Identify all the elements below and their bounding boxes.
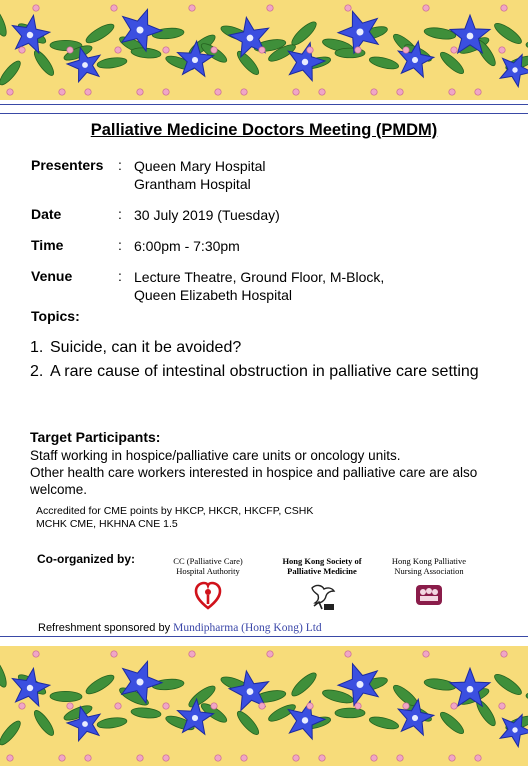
presenter-1: Queen Mary Hospital bbox=[134, 158, 266, 174]
accreditation-line-2: MCHK CME, HKHNA CNE 1.5 bbox=[36, 517, 178, 530]
time-colon: : bbox=[118, 237, 122, 253]
topic-text: Suicide, can it be avoided? bbox=[50, 339, 242, 356]
date-value: 30 July 2019 (Tuesday) bbox=[134, 207, 280, 223]
target-participants-label: Target Participants: bbox=[30, 429, 161, 445]
list-item bbox=[30, 360, 479, 384]
presenters-label: Presenters bbox=[31, 157, 104, 173]
divider-top bbox=[0, 104, 528, 105]
sponsor-name: Mundipharma (Hong Kong) Ltd bbox=[173, 622, 322, 634]
topic-number: 2. bbox=[30, 363, 44, 380]
venue-line-2: Queen Elizabeth Hospital bbox=[134, 287, 292, 303]
floral-border-top bbox=[0, 0, 528, 100]
floral-pattern-icon bbox=[0, 646, 528, 766]
target-participants-text bbox=[30, 447, 500, 498]
org-name-line-1: Hong Kong Palliative bbox=[391, 556, 467, 566]
accreditation-text bbox=[36, 505, 476, 530]
floral-pattern-icon bbox=[0, 0, 528, 100]
list-item bbox=[30, 336, 479, 360]
target-line-1: Staff working in hospice/palliative care units or oncology units. bbox=[30, 448, 401, 463]
target-line-2: Other health care workers interested in hospice and palliative care are also welcome. bbox=[30, 465, 478, 497]
org-name-line-1: CC (Palliative Care) bbox=[173, 556, 243, 566]
dove-logo-icon bbox=[306, 580, 338, 614]
topic-text: A rare cause of intestinal obstruction in palliative care setting bbox=[50, 363, 479, 380]
sponsor-line bbox=[38, 622, 322, 634]
presenters-value bbox=[134, 157, 266, 193]
venue-colon: : bbox=[118, 268, 122, 284]
org-hk-society-palliative-medicine bbox=[275, 556, 369, 614]
page-title: Palliative Medicine Doctors Meeting (PMDM) bbox=[90, 121, 438, 139]
org-name-line-2: Hospital Authority bbox=[176, 566, 240, 576]
date-label: Date bbox=[31, 206, 62, 222]
topics-label: Topics: bbox=[31, 308, 80, 324]
time-value: 6:00pm - 7:30pm bbox=[134, 238, 240, 254]
venue-line-1: Lecture Theatre, Ground Floor, M-Block, bbox=[134, 269, 385, 285]
divider-top-inner bbox=[0, 113, 528, 114]
coorganized-label: Co-organized by: bbox=[37, 552, 135, 566]
heart-logo-icon bbox=[193, 580, 223, 612]
divider-bottom bbox=[0, 636, 528, 637]
org-hk-palliative-nursing-association bbox=[384, 556, 474, 610]
org-cc-palliative-care bbox=[163, 556, 253, 612]
accreditation-line-1: Accredited for CME points by HKCP, HKCR, HKCFP, CSHK bbox=[36, 505, 314, 517]
org-name-line-2: Nursing Association bbox=[394, 566, 464, 576]
topic-number: 1. bbox=[30, 339, 44, 356]
time-label: Time bbox=[31, 237, 64, 253]
date-colon: : bbox=[118, 206, 122, 222]
presenter-2: Grantham Hospital bbox=[134, 176, 251, 192]
floral-border-bottom bbox=[0, 646, 528, 766]
presenters-colon: : bbox=[118, 157, 122, 173]
org-name-line-2: Palliative Medicine bbox=[287, 566, 357, 576]
topics-list bbox=[30, 336, 479, 384]
org-name-line-1: Hong Kong Society of bbox=[282, 556, 362, 566]
sponsor-prefix: Refreshment sponsored by bbox=[38, 622, 171, 634]
venue-value bbox=[134, 268, 384, 304]
venue-label: Venue bbox=[31, 268, 73, 284]
nursing-logo-icon bbox=[413, 580, 445, 610]
